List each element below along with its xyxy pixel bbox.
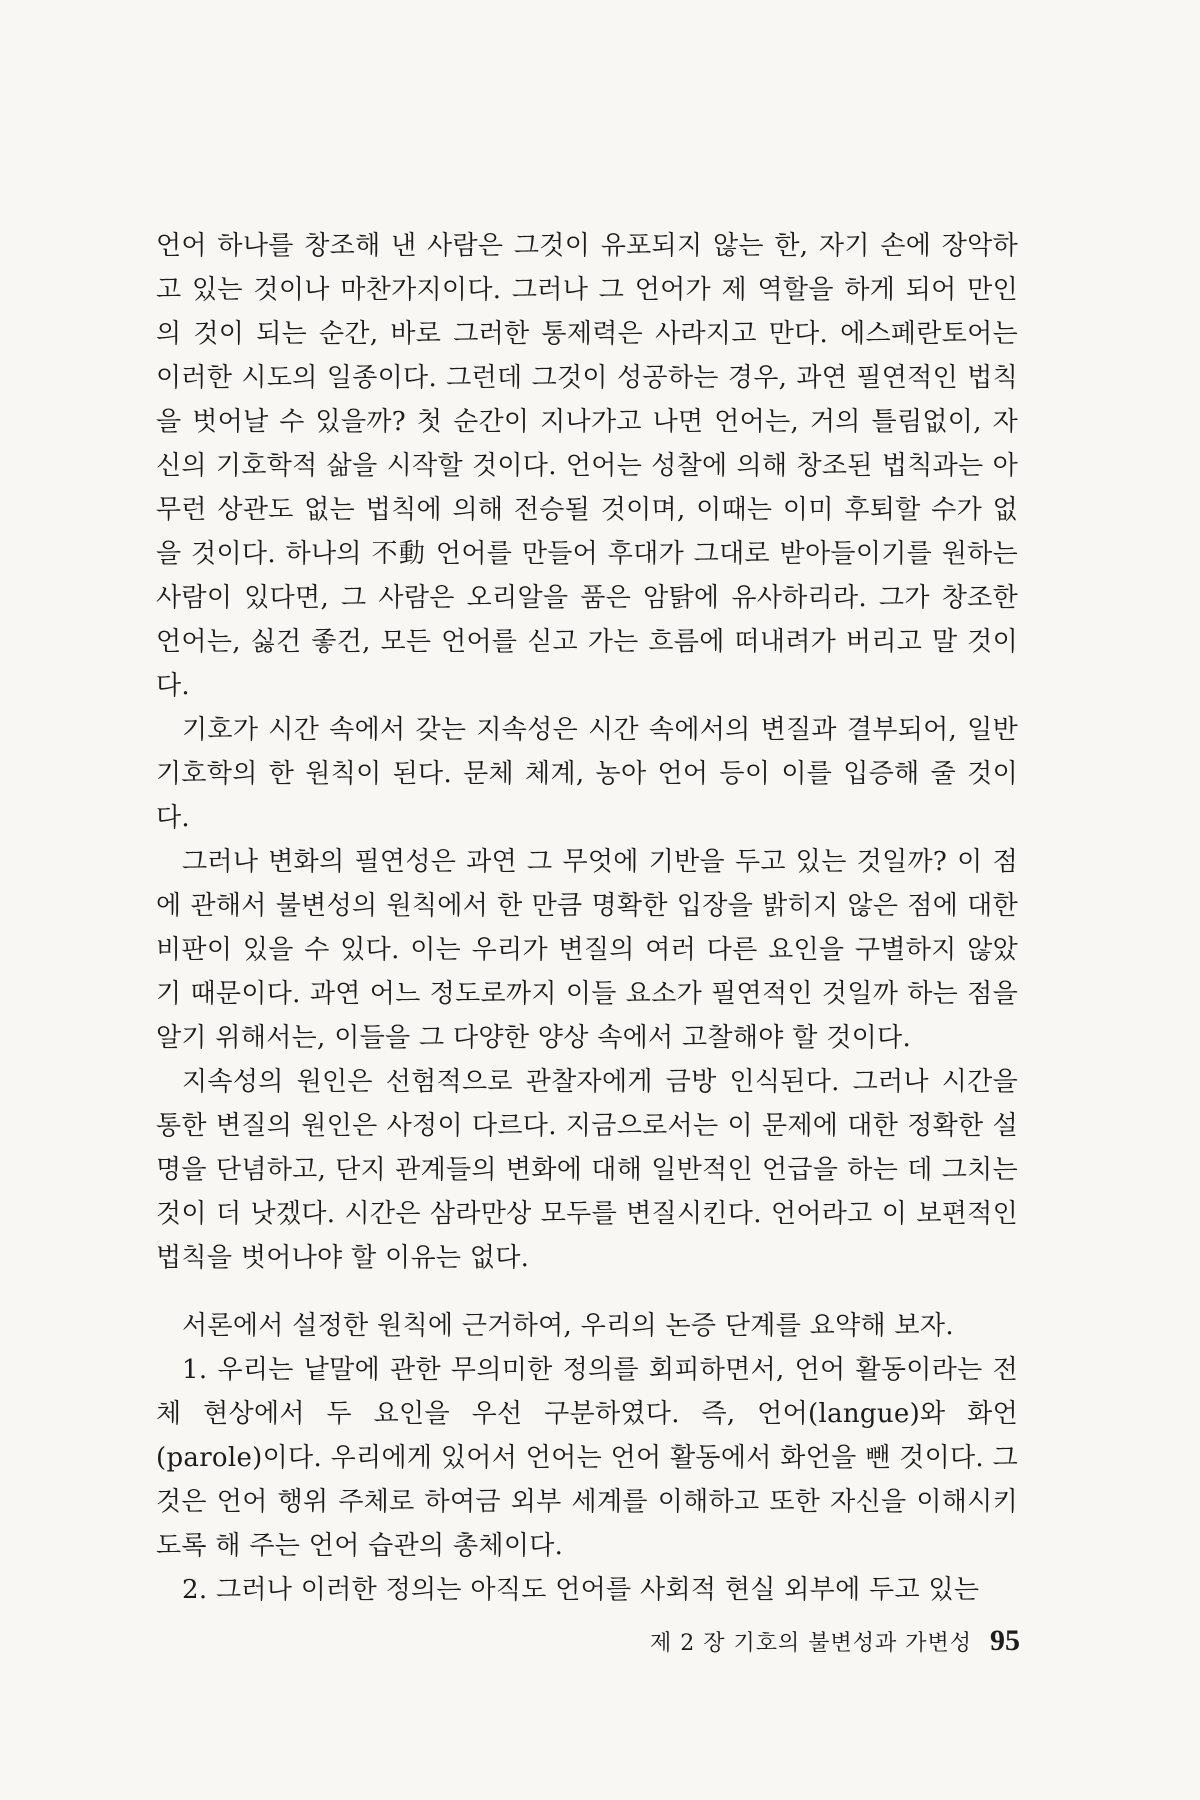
page-number: 95 [990,1624,1020,1657]
summary-intro: 서론에서 설정한 원칙에 근거하여, 우리의 논증 단계를 요약해 보자. [182,1311,954,1341]
running-head: 제 2 장 기호의 불변성과 가변성 [650,1631,972,1656]
summary-item: 1. 우리는 낱말에 관한 무의미한 정의를 회피하면서, 언어 활동이라는 전체 현상에서 두 요인을 우선 구분하였다. 즉, 언어(langue)와 화언(parole)이다. 우리에게 있어서 언어는 언어 활동에서 화언을 뺀 것이다. 그것은 언어 행위 주체로 하여금 외부 세계를 이해하고 또한 자신을 이해시키도록 해 주는 언어 습관의 총체이다. [156,1355,1018,1561]
paragraph: 지속성의 원인은 선험적으로 관찰자에게 금방 인식된다. 그러나 시간을 통한 변질의 원인은 사정이 다르다. 지금으로서는 이 문제에 대한 정확한 설명을 단념하고, 단지 관계들의 변화에 대해 일반적인 언급을 하는 데 그치는 것이 더 낫겠다. 시간은 삼라만상 모두를 변질시킨다. 언어라고 이 보편적인 법칙을 벗어나야 할 이유는 없다. [156,1067,1018,1273]
summary-item: 2. 그러나 이러한 정의는 아직도 언어를 사회적 현실 외부에 두고 있는 [182,1575,980,1605]
paragraph: 그러나 변화의 필연성은 과연 그 무엇에 기반을 두고 있는 것일까? 이 점에 관해서 불변성의 원칙에서 한 만큼 명확한 입장을 밝히지 않은 점에 대한 비판이 있을 수 있다. 이는 우리가 변질의 여러 다른 요인을 구별하지 않았기 때문이다. 과연 어느 정도로까지 이들 요소가 필연적인 것일까 하는 점을 알기 위해서는, 이들을 그 다양한 양상 속에서 고찰해야 할 것이다. [156,847,1018,1053]
summary-section [156,1304,1018,1612]
page-footer [590,1624,1020,1658]
paragraph: 언어 하나를 창조해 낸 사람은 그것이 유포되지 않는 한, 자기 손에 장악하고 있는 것이나 마찬가지이다. 그러나 그 언어가 제 역할을 하게 되어 만인의 것이 되는 순간, 바로 그러한 통제력은 사라지고 만다. 에스페란토어는 이러한 시도의 일종이다. 그런데 그것이 성공하는 경우, 과연 필연적인 법칙을 벗어날 수 있을까? 첫 순간이 지나가고 나면 언어는, 거의 틀림없이, 자신의 기호학적 삶을 시작할 것이다. 언어는 성찰에 의해 창조된 법칙과는 아무런 상관도 없는 법칙에 의해 전승될 것이며, 이때는 이미 후퇴할 수가 없을 것이다. 하나의 不動 언어를 만들어 후대가 그대로 받아들이기를 원하는 사람이 있다면, 그 사람은 오리알을 품은 암탉에 유사하리라. 그가 창조한 언어는, 싫건 좋건, 모든 언어를 싣고 가는 흐름에 떠내려가 버리고 말 것이다. [156,231,1018,701]
body-text [156,224,1018,1280]
paragraph: 기호가 시간 속에서 갖는 지속성은 시간 속에서의 변질과 결부되어, 일반 기호학의 한 원칙이 된다. 문체 체계, 농아 언어 등이 이를 입증해 줄 것이다. [156,715,1018,833]
